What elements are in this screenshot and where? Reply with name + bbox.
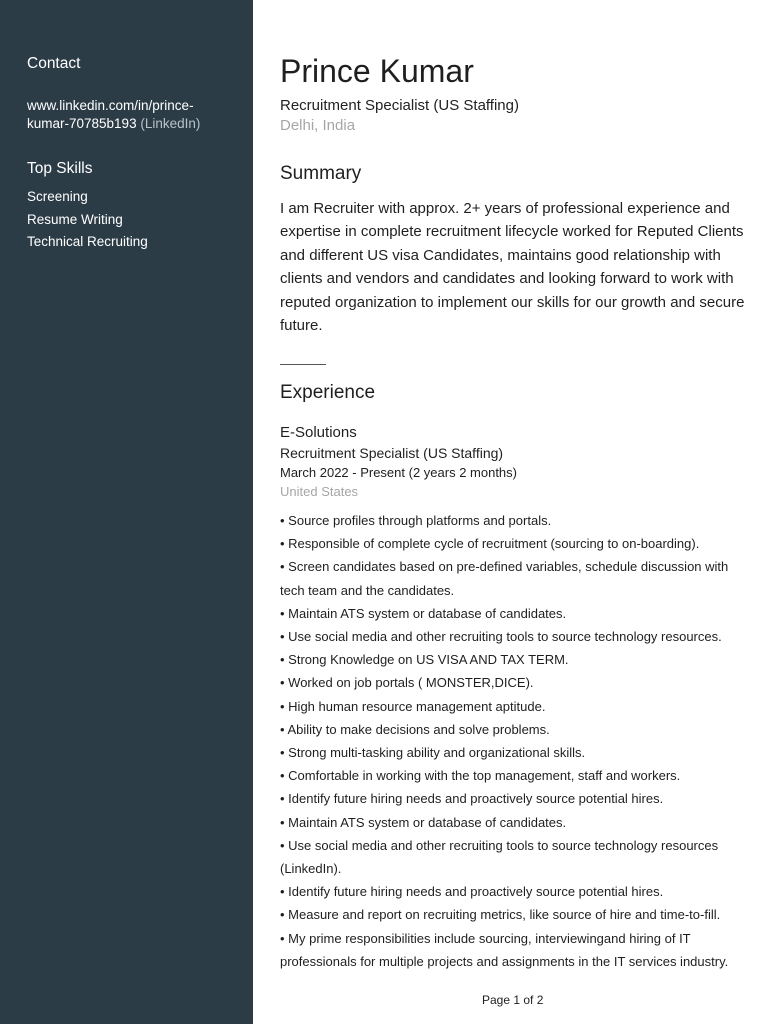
duty-item: • Identify future hiring needs and proactively source potential hires. bbox=[280, 791, 664, 807]
duty-item: • Comfortable in working with the top management, staff and workers. bbox=[280, 768, 681, 784]
job-location: United States bbox=[280, 484, 359, 499]
duty-item: • Worked on job portals ( MONSTER,DICE). bbox=[280, 675, 534, 691]
duty-item: • Maintain ATS system or database of candidates. bbox=[280, 814, 567, 830]
duty-item: • Strong Knowledge on US VISA AND TAX TERM. bbox=[280, 652, 569, 668]
duty-item: • Measure and report on recruiting metrics, like source of hire and time-to-fill. bbox=[280, 907, 721, 923]
duties-list bbox=[280, 509, 750, 973]
linkedin-label: (LinkedIn) bbox=[140, 116, 201, 131]
duty-item: • Maintain ATS system or database of candidates. bbox=[280, 605, 567, 621]
profile-name: Prince Kumar bbox=[280, 53, 474, 89]
skills-list bbox=[27, 186, 148, 254]
page-number: Page 1 of 2 bbox=[482, 993, 544, 1007]
linkedin-contact[interactable] bbox=[27, 97, 232, 133]
company-name: E-Solutions bbox=[280, 424, 357, 441]
duty-item: • Use social media and other recruiting tools to source technology resources. bbox=[280, 629, 722, 645]
section-divider bbox=[280, 364, 326, 365]
skill-item: Technical Recruiting bbox=[27, 234, 148, 250]
profile-location: Delhi, India bbox=[280, 117, 356, 134]
summary-heading: Summary bbox=[280, 163, 362, 184]
contact-heading: Contact bbox=[27, 55, 81, 72]
sidebar bbox=[0, 0, 253, 1024]
skill-item: Screening bbox=[27, 189, 88, 204]
summary-text: I am Recruiter with approx. 2+ years of professional experience and expertise in complete recruitment lifecycle worked for Reputed Clients and different US visa Candidates, maintains good relationship with clients and vendors and candidates and looking forward to work with reputed organization to implement our skills for our growth and secure future. bbox=[280, 200, 745, 335]
job-title: Recruitment Specialist (US Staffing) bbox=[280, 445, 504, 461]
linkedin-url[interactable]: www.linkedin.com/in/prince-kumar-70785b193 bbox=[27, 98, 194, 131]
skill-item: Resume Writing bbox=[27, 211, 123, 227]
duty-item: • High human resource management aptitude. bbox=[280, 698, 546, 714]
duty-item: • Use social media and other recruiting tools to source technology resources (LinkedIn). bbox=[280, 837, 719, 877]
top-skills-heading: Top Skills bbox=[27, 160, 93, 177]
duty-item: • Source profiles through platforms and portals. bbox=[280, 513, 552, 528]
duty-item: • Screen candidates based on pre-defined variables, schedule discussion with tech team and the candidates. bbox=[280, 559, 729, 598]
duty-item: • Ability to make decisions and solve problems. bbox=[280, 721, 550, 737]
experience-heading: Experience bbox=[280, 382, 376, 403]
duty-item: • My prime responsibilities include sourcing, interviewingand hiring of IT professionals for multiple projects and assignments in the IT services industry. bbox=[280, 930, 729, 969]
duty-item: • Identify future hiring needs and proactively source potential hires. bbox=[280, 884, 664, 900]
job-dates: March 2022 - Present (2 years 2 months) bbox=[280, 465, 517, 480]
duty-item: • Responsible of complete cycle of recruitment (sourcing to on-boarding). bbox=[280, 536, 700, 552]
duty-item: • Strong multi-tasking ability and organizational skills. bbox=[280, 745, 586, 761]
profile-headline: Recruitment Specialist (US Staffing) bbox=[280, 97, 519, 114]
